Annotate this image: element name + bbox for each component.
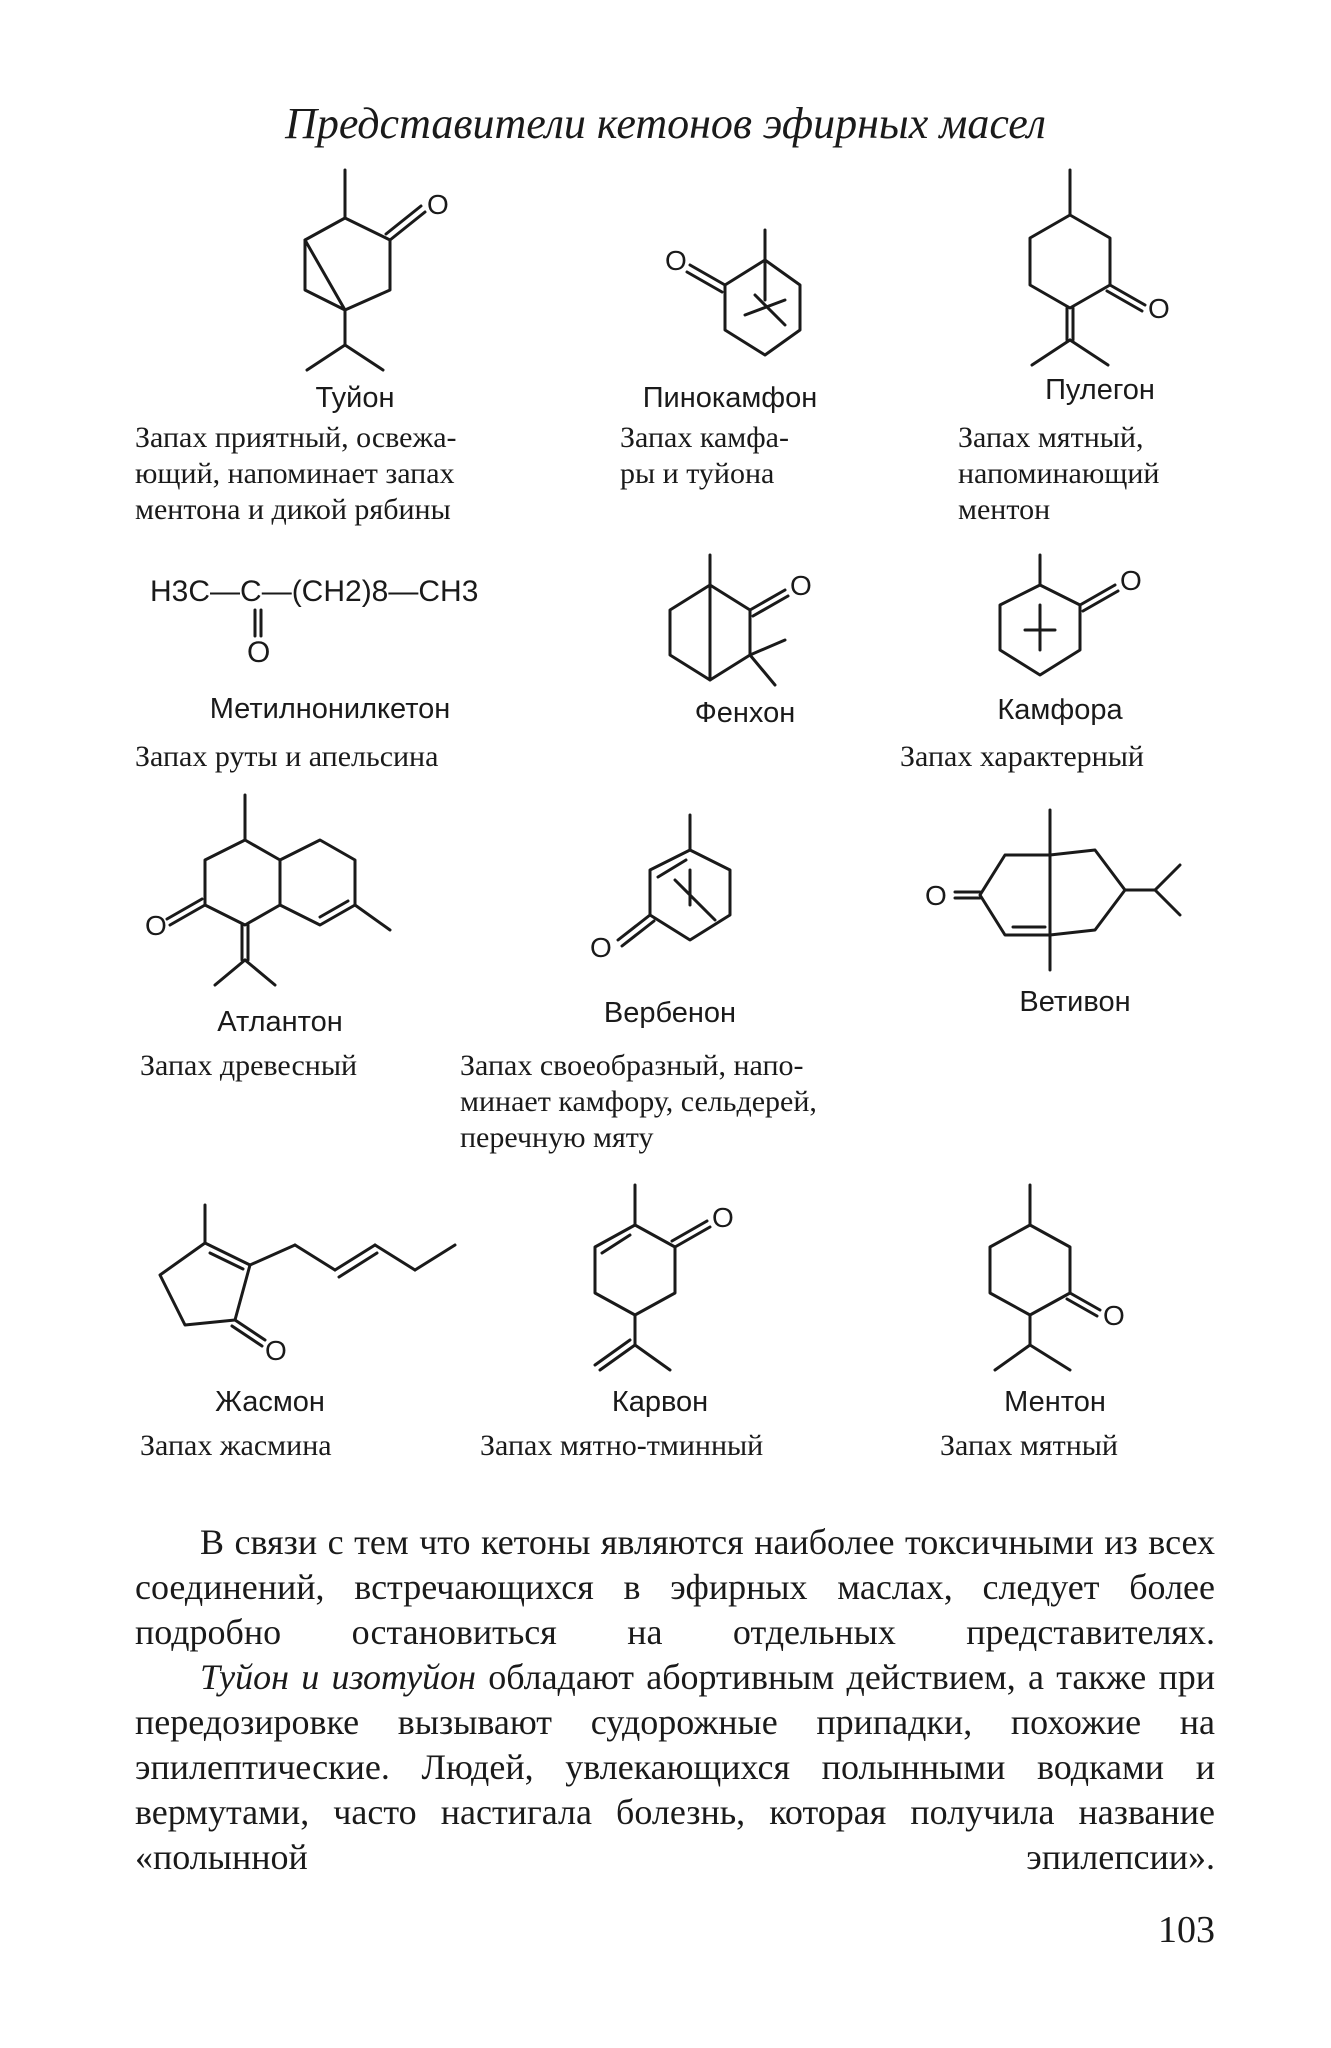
- jasmone-structure: [155, 1205, 465, 1365]
- menthone-structure: [985, 1185, 1155, 1375]
- formula-o: O: [247, 636, 271, 669]
- compound-name: Вербенон: [603, 997, 737, 1029]
- methylnonylketone-formula: H3C—C—(CH2)8—CH3: [150, 575, 479, 608]
- formula-ch3: CH3: [418, 575, 479, 608]
- compound-name: Туйон: [315, 382, 395, 414]
- svg-text:O: O: [1148, 293, 1170, 324]
- compound-description: Запах приятный, освежа- ющий, напоминает запах ментона и дикой рябины: [135, 421, 457, 526]
- paragraph-2-lead: Туйон и изотуйон: [200, 1657, 476, 1697]
- compound-name: Ветивон: [1019, 986, 1131, 1018]
- compound-name: Метилнонилкетон: [209, 693, 451, 725]
- formula-h3c: H3C: [150, 575, 211, 608]
- carvone-structure: [580, 1185, 750, 1375]
- compound-name: Ментон: [1004, 1386, 1106, 1418]
- pinocamphone-structure: [660, 230, 820, 370]
- atlantone-structure: [140, 795, 400, 995]
- compound-description: Запах мятный: [940, 1429, 1118, 1462]
- svg-text:O: O: [712, 1202, 734, 1233]
- compound-name: Пинокамфон: [642, 382, 818, 414]
- compound-description: Запах своеобразный, напо- минает камфору, сельдерей, перечную мяту: [460, 1049, 817, 1154]
- verbenone-structure: [590, 815, 750, 965]
- body-paragraph-1: [135, 1520, 1215, 1655]
- svg-text:O: O: [1120, 565, 1142, 596]
- page-header: Представители кетонов эфирных масел: [285, 99, 1046, 148]
- compound-name: Карвон: [611, 1386, 709, 1418]
- compound-name: Атлантон: [217, 1006, 343, 1038]
- compound-description: Запах камфа- ры и туйона: [620, 421, 789, 490]
- svg-text:O: O: [427, 189, 449, 220]
- svg-text:O: O: [790, 570, 812, 601]
- formula-ch2: (CH2)8: [291, 575, 389, 608]
- carbonyl-bond: [252, 610, 264, 638]
- body-paragraph-2: [135, 1655, 1215, 1880]
- compound-description: Запах руты и апельсина: [135, 740, 439, 773]
- camphor-structure: [995, 555, 1165, 685]
- pulegone-structure: [1010, 170, 1190, 370]
- compound-description: Запах мятно-тминный: [480, 1429, 764, 1462]
- fenchone-structure: [660, 555, 830, 695]
- svg-text:O: O: [590, 932, 612, 963]
- compound-name: Фенхон: [694, 697, 796, 729]
- svg-text:O: O: [665, 245, 687, 276]
- paragraph-1-text: В связи с тем что кетоны являются наиболее токсичными из всех соединений, встречающихся в эфирных маслах, следует более подробно остановиться на отдельных представителях.: [135, 1522, 1215, 1652]
- svg-text:O: O: [925, 880, 947, 911]
- compound-name: Камфора: [997, 694, 1123, 726]
- compound-name: Пулегон: [1045, 374, 1155, 406]
- thujone-structure: [295, 170, 455, 370]
- formula-c: C: [240, 575, 262, 608]
- svg-text:O: O: [265, 1335, 287, 1366]
- svg-text:O: O: [145, 910, 167, 941]
- vetivone-structure: [925, 810, 1195, 970]
- compound-description: Запах древесный: [140, 1049, 358, 1082]
- paragraph-2-text: обладают абортивным действием, а также при передозировке вызывают судорожные припадки, похожие на эпилептические. Людей, увлекающихся полынными водками и вермутами, часто настигала болезнь, которая получила название «полынной эпилепсии».: [135, 1657, 1215, 1877]
- compound-description: Запах мятный, напоминающий ментон: [958, 421, 1160, 526]
- compound-description: Запах характерный: [900, 740, 1144, 773]
- compound-description: Запах жасмина: [140, 1429, 332, 1462]
- svg-text:O: O: [1103, 1300, 1125, 1331]
- compound-name: Жасмон: [215, 1386, 325, 1418]
- page-number: 103: [1158, 1909, 1215, 1951]
